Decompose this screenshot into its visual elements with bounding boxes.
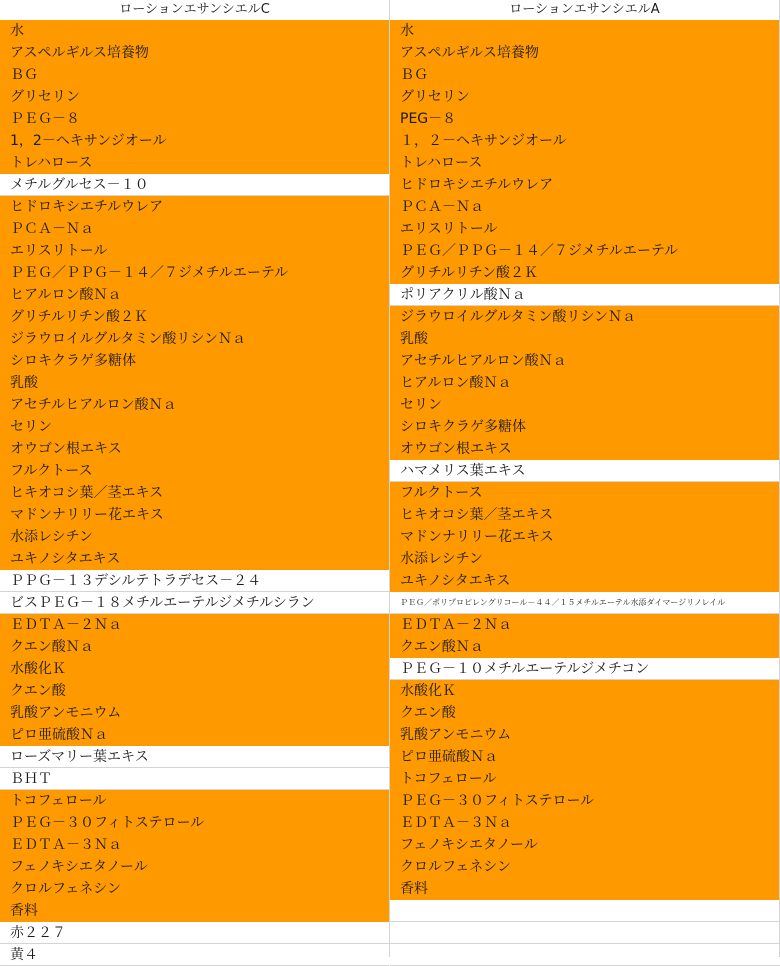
table-cell[interactable]: ＢＧ [390,64,780,86]
table-cell[interactable]: 乳酸アンモニウム [390,724,780,746]
table-cell[interactable]: ＰＰＧ－１３デシルテトラデセス－２４ [0,570,389,592]
table-cell[interactable]: エリスリトール [390,218,780,240]
table-cell[interactable]: ヒドロキシエチルウレア [0,196,389,218]
table-cell[interactable]: グリチルリチン酸２Ｋ [390,262,780,284]
table-cell[interactable]: ヒキオコシ葉／茎エキス [390,504,780,526]
table-cell[interactable]: ジラウロイルグルタミン酸リシンＮａ [390,306,780,328]
table-cell[interactable]: グリチルリチン酸２Ｋ [0,306,389,328]
table-cell[interactable]: シロキクラゲ多糖体 [0,350,389,372]
table-cell[interactable]: オウゴン根エキス [0,438,389,460]
table-cell[interactable]: 水酸化Ｋ [0,658,389,680]
table-cell[interactable]: クロルフェネシン [390,856,780,878]
table-cell[interactable]: クエン酸 [390,702,780,724]
table-cell[interactable]: シロキクラゲ多糖体 [390,416,780,438]
table-cell[interactable] [390,900,780,922]
table-cell[interactable]: クエン酸Ｎａ [390,636,780,658]
table-cell[interactable]: PEG－８ [390,108,780,130]
table-cell[interactable]: ＥＤＴＡ－３Ｎａ [0,834,389,856]
table-cell[interactable]: 乳酸 [0,372,389,394]
table-cell[interactable]: １，２－ヘキサンジオール [390,130,780,152]
table-cell[interactable]: ヒキオコシ葉／茎エキス [0,482,389,504]
table-cell[interactable]: メチルグルセス－１０ [0,174,389,196]
grid-divider [389,0,390,957]
table-cell[interactable]: セリン [390,394,780,416]
table-cell[interactable]: 香料 [0,900,389,922]
table-cell[interactable]: グリセリン [390,86,780,108]
column-header-c[interactable]: ローションエサンシエルC [0,0,390,20]
table-cell[interactable]: ＰＥＧ－３０フィトステロール [390,790,780,812]
table-cell[interactable]: アスペルギルス培養物 [0,42,389,64]
table-cell[interactable]: 水 [390,20,780,42]
table-cell[interactable]: ＰＥＧ－１０メチルエーテルジメチコン [390,658,780,680]
table-cell[interactable]: ＰＥＧ／ポリプロピレングリコール－４４／１５メチルエーテル水添ダイマージリノレイル [390,592,780,614]
table-cell[interactable]: 乳酸アンモニウム [0,702,389,724]
table-cell[interactable]: マドンナリリー花エキス [0,504,389,526]
table-cell[interactable]: 香料 [390,878,780,900]
table-cell[interactable]: 1，2－ヘキサンジオール [0,130,389,152]
table-cell[interactable]: ＰＣＡ－Ｎａ [390,196,780,218]
table-cell[interactable] [390,944,780,966]
table-cell[interactable]: ユキノシタエキス [0,548,389,570]
table-cell[interactable]: ＢＧ [0,64,389,86]
table-cell[interactable]: ＰＥＧ－８ [0,108,389,130]
table-cell[interactable]: 黄４ [0,944,389,966]
table-cell[interactable]: ヒドロキシエチルウレア [390,174,780,196]
table-cell[interactable]: ＰＥＧ－３０フィトステロール [0,812,389,834]
table-cell[interactable]: 水 [0,20,389,42]
table-cell[interactable]: ジラウロイルグルタミン酸リシンＮａ [0,328,389,350]
table-cell[interactable]: アセチルヒアルロン酸Ｎａ [390,350,780,372]
table-cell[interactable]: アセチルヒアルロン酸Ｎａ [0,394,389,416]
table-cell[interactable]: トコフェロール [0,790,389,812]
table-cell[interactable]: フェノキシエタノール [0,856,389,878]
table-cell[interactable]: トレハロース [390,152,780,174]
table-cell[interactable]: ＥＤＴＡ－２Ｎａ [390,614,780,636]
column-lotion-c [0,20,389,966]
column-lotion-a [390,20,780,966]
table-cell[interactable]: 水酸化Ｋ [390,680,780,702]
table-cell[interactable]: ヒアルロン酸Ｎａ [390,372,780,394]
table-cell[interactable]: トコフェロール [390,768,780,790]
table-cell[interactable]: ＥＤＴＡ－２Ｎａ [0,614,389,636]
table-cell[interactable]: ＥＤＴＡ－３Ｎａ [390,812,780,834]
table-cell[interactable]: ＰＥＧ／ＰＰＧ－１４／７ジメチルエーテル [390,240,780,262]
table-cell[interactable]: フルクトース [390,482,780,504]
table-cell[interactable]: 水添レシチン [390,548,780,570]
table-cell[interactable]: グリセリン [0,86,389,108]
table-cell[interactable]: ＢＨＴ [0,768,389,790]
table-cell[interactable]: オウゴン根エキス [390,438,780,460]
table-cell[interactable]: 赤２２７ [0,922,389,944]
column-header-row [0,0,780,21]
column-header-a[interactable]: ローションエサンシエルA [390,0,780,20]
table-cell[interactable]: ヒアルロン酸Ｎａ [0,284,389,306]
table-cell[interactable]: フルクトース [0,460,389,482]
table-cell[interactable]: フェノキシエタノール [390,834,780,856]
table-cell[interactable]: 水添レシチン [0,526,389,548]
table-cell[interactable]: ハマメリス葉エキス [390,460,780,482]
table-cell[interactable]: 乳酸 [390,328,780,350]
table-cell[interactable]: クエン酸 [0,680,389,702]
table-cell[interactable]: ＰＣＡ－Ｎａ [0,218,389,240]
table-cell[interactable]: クエン酸Ｎａ [0,636,389,658]
table-cell[interactable]: マドンナリリー花エキス [390,526,780,548]
table-cell[interactable]: クロルフェネシン [0,878,389,900]
table-cell[interactable]: ローズマリー葉エキス [0,746,389,768]
table-cell[interactable]: ピロ亜硫酸Ｎａ [0,724,389,746]
table-cell[interactable]: ＰＥＧ／ＰＰＧ－１４／７ジメチルエーテル [0,262,389,284]
table-cell[interactable]: ビスＰＥＧ－１８メチルエーテルジメチルシラン [0,592,389,614]
table-cell[interactable]: ポリアクリル酸Ｎａ [390,284,780,306]
table-cell[interactable]: アスペルギルス培養物 [390,42,780,64]
table-cell[interactable]: エリスリトール [0,240,389,262]
table-cell[interactable] [390,922,780,944]
table-cell[interactable]: ユキノシタエキス [390,570,780,592]
table-cell[interactable]: トレハロース [0,152,389,174]
table-cell[interactable]: セリン [0,416,389,438]
table-cell[interactable]: ピロ亜硫酸Ｎａ [390,746,780,768]
